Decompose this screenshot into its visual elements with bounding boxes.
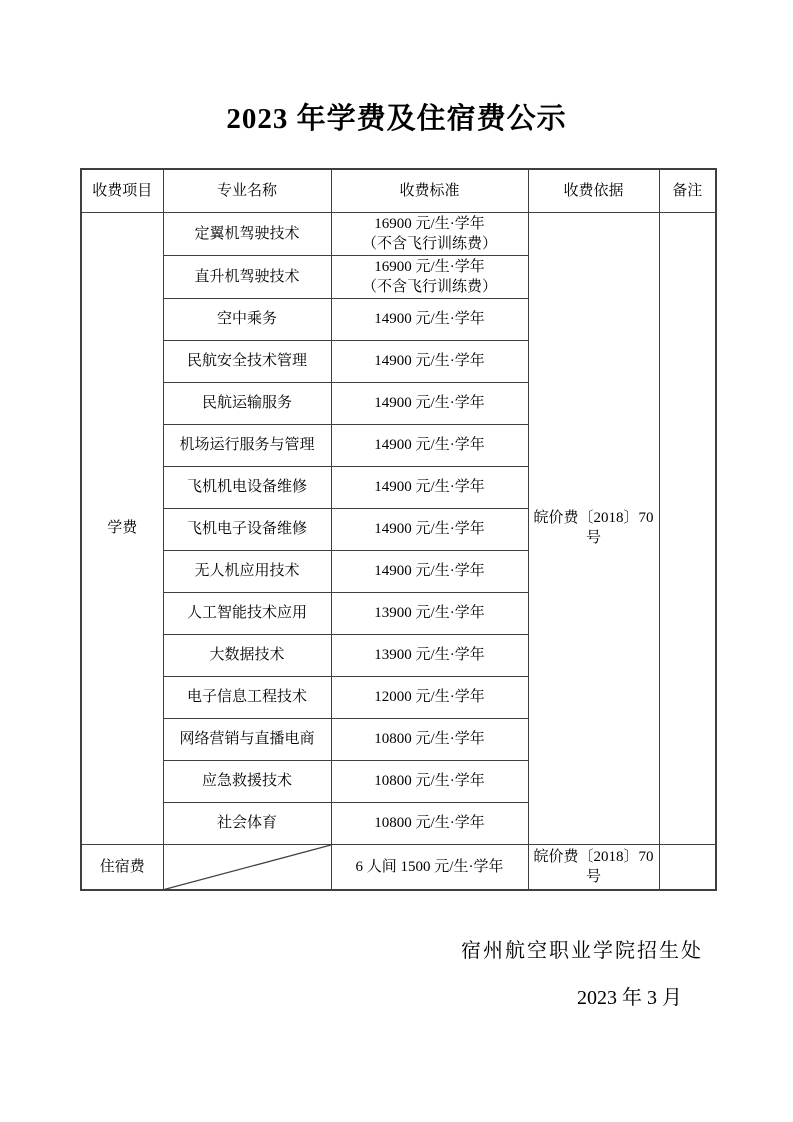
page-title: 2023 年学费及住宿费公示 bbox=[226, 103, 567, 135]
table-header-row bbox=[81, 169, 716, 212]
fee-cell-accommodation: 6 人间 1500 元/生·学年 bbox=[331, 844, 528, 890]
table-row-accommodation bbox=[81, 844, 716, 890]
major-cell: 民航安全技术管理 bbox=[163, 340, 331, 382]
fee-table bbox=[80, 168, 717, 891]
major-cell: 电子信息工程技术 bbox=[163, 676, 331, 718]
major-cell: 人工智能技术应用 bbox=[163, 592, 331, 634]
major-cell: 民航运输服务 bbox=[163, 382, 331, 424]
remark-cell-accommodation bbox=[659, 844, 716, 890]
major-cell: 应急救援技术 bbox=[163, 760, 331, 802]
remark-cell-tuition bbox=[659, 212, 716, 844]
header-cell-fee-standard: 收费标准 bbox=[331, 169, 528, 212]
footer-date: 2023 年 3 月 bbox=[577, 987, 682, 1009]
major-cell: 网络营销与直播电商 bbox=[163, 718, 331, 760]
fee-cell: 10800 元/生·学年 bbox=[331, 802, 528, 844]
major-cell: 机场运行服务与管理 bbox=[163, 424, 331, 466]
basis-cell-tuition: 皖价费〔2018〕70 号 bbox=[528, 212, 659, 844]
fee-cell: 13900 元/生·学年 bbox=[331, 634, 528, 676]
fee-cell: 14900 元/生·学年 bbox=[331, 466, 528, 508]
fee-cell: 14900 元/生·学年 bbox=[331, 508, 528, 550]
fee-amount: 16900 元/生·学年 bbox=[374, 258, 485, 275]
major-cell: 社会体育 bbox=[163, 802, 331, 844]
fee-cell: 14900 元/生·学年 bbox=[331, 298, 528, 340]
header-cell-fee-item: 收费项目 bbox=[81, 169, 163, 212]
major-cell: 飞机电子设备维修 bbox=[163, 508, 331, 550]
fee-cell: 14900 元/生·学年 bbox=[331, 550, 528, 592]
fee-cell: 12000 元/生·学年 bbox=[331, 676, 528, 718]
category-cell-accommodation: 住宿费 bbox=[81, 844, 163, 890]
basis-cell-accommodation: 皖价费〔2018〕70 号 bbox=[528, 844, 659, 890]
major-cell: 定翼机驾驶技术 bbox=[163, 212, 331, 255]
header-cell-remark: 备注 bbox=[659, 169, 716, 212]
fee-note: （不含飞行训练费） bbox=[361, 278, 497, 295]
fee-note: （不含飞行训练费） bbox=[361, 235, 497, 252]
fee-cell: 10800 元/生·学年 bbox=[331, 718, 528, 760]
footer-signature: 宿州航空职业学院招生处 bbox=[461, 940, 703, 962]
major-cell: 飞机机电设备维修 bbox=[163, 466, 331, 508]
table-row bbox=[81, 212, 716, 255]
major-cell: 无人机应用技术 bbox=[163, 550, 331, 592]
fee-cell bbox=[331, 212, 528, 255]
fee-cell: 13900 元/生·学年 bbox=[331, 592, 528, 634]
fee-cell bbox=[331, 255, 528, 298]
fee-cell: 14900 元/生·学年 bbox=[331, 382, 528, 424]
diagonal-line bbox=[164, 845, 331, 890]
fee-cell: 14900 元/生·学年 bbox=[331, 340, 528, 382]
fee-amount: 16900 元/生·学年 bbox=[374, 215, 485, 232]
major-cell: 直升机驾驶技术 bbox=[163, 255, 331, 298]
fee-cell: 14900 元/生·学年 bbox=[331, 424, 528, 466]
fee-cell: 10800 元/生·学年 bbox=[331, 760, 528, 802]
header-cell-fee-basis: 收费依据 bbox=[528, 169, 659, 212]
diagonal-cell bbox=[163, 844, 331, 890]
header-cell-major-name: 专业名称 bbox=[163, 169, 331, 212]
category-cell-tuition: 学费 bbox=[81, 212, 163, 844]
major-cell: 大数据技术 bbox=[163, 634, 331, 676]
major-cell: 空中乘务 bbox=[163, 298, 331, 340]
